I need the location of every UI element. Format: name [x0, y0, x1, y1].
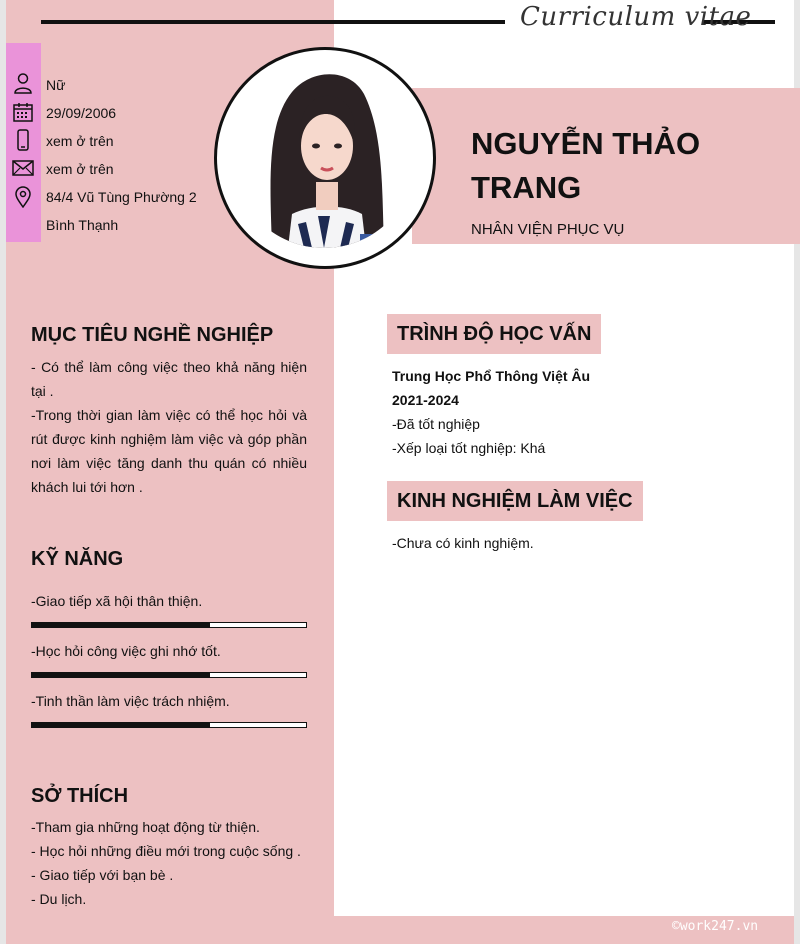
- skill-bar-1: [31, 622, 307, 628]
- school-name: Trung Học Phổ Thông Việt Âu: [392, 368, 591, 384]
- education-detail-1: -Đã tốt nghiệp: [392, 416, 480, 432]
- email-value: xem ở trên: [46, 161, 114, 177]
- education-detail-2: -Xếp loại tốt nghiệp: Khá: [392, 440, 546, 456]
- full-name: NGUYỄN THẢO TRANG: [471, 126, 701, 205]
- user-icon: [12, 72, 34, 94]
- hobbies-title: SỞ THÍCH: [31, 785, 129, 807]
- birthdate-value: 29/09/2006: [46, 105, 117, 121]
- cv-title: Curriculum vitae: [520, 2, 752, 32]
- objective-line-1: - Có thể làm công việc theo khả năng hiện tại .: [31, 359, 307, 399]
- skill-label-2: -Học hỏi công việc ghi nhớ tốt.: [31, 643, 221, 659]
- skill-label-3: -Tinh thần làm việc trách nhiệm.: [31, 693, 230, 709]
- hobby-item-2: - Học hỏi những điều mới trong cuộc sống .: [31, 843, 301, 859]
- job-title: NHÂN VIỆN PHỤC VỤ: [471, 221, 625, 238]
- objective-title: MỤC TIÊU NGHỀ NGHIỆP: [31, 324, 274, 346]
- mail-icon: [12, 157, 34, 179]
- address-line1: 84/4 Vũ Tùng Phường 2: [46, 189, 197, 205]
- experience-text: -Chưa có kinh nghiệm.: [392, 535, 534, 551]
- skill-bar-3: [31, 722, 307, 728]
- calendar-icon: [12, 101, 34, 123]
- gender-value: Nữ: [46, 77, 66, 93]
- objective-line-2: -Trong thời gian làm việc có thể học hỏi và rút được kinh nghiệm làm việc và góp phần nơi làm việc tăng danh thu quán có nhiều khách lui tới hơn .: [31, 407, 307, 495]
- hobby-item-3: - Giao tiếp với bạn bè .: [31, 867, 174, 883]
- experience-title: KINH NGHIỆM LÀM VIỆC: [387, 481, 643, 521]
- profile-photo: [232, 64, 416, 248]
- watermark: ©work247.vn: [672, 919, 759, 934]
- phone-value: xem ở trên: [46, 133, 114, 149]
- hobby-item-4: - Du lịch.: [31, 891, 87, 907]
- skill-label-1: -Giao tiếp xã hội thân thiện.: [31, 593, 203, 609]
- hobby-item-1: -Tham gia những hoạt động từ thiện.: [31, 819, 260, 835]
- school-years: 2021-2024: [392, 392, 459, 408]
- skills-title: KỸ NĂNG: [31, 548, 124, 570]
- address-line2: Bình Thạnh: [46, 217, 119, 233]
- education-title: TRÌNH ĐỘ HỌC VẤN: [387, 314, 601, 354]
- skill-bar-2: [31, 672, 307, 678]
- location-icon: [12, 186, 34, 208]
- phone-icon: [12, 129, 34, 151]
- header-line-left: [41, 20, 505, 24]
